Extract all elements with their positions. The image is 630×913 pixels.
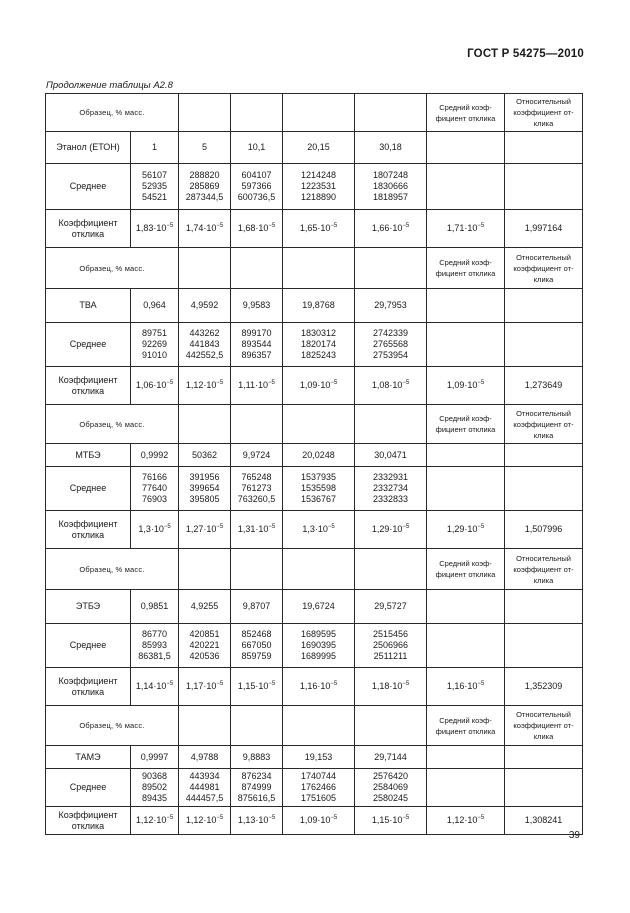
concentration-row bbox=[46, 590, 583, 624]
measurement-value: 89435 bbox=[141, 793, 168, 803]
empty-cell bbox=[355, 94, 427, 132]
measurement-cell bbox=[131, 164, 179, 210]
measurement-value: 899170 bbox=[241, 328, 272, 338]
avg-coef-value: $1,12\cdot 10^{-5}$ bbox=[427, 807, 505, 835]
measurement-value: 1535598 bbox=[300, 483, 337, 493]
concentration-cell: 9,9583 bbox=[231, 289, 283, 323]
coef-cell: $1,66\cdot 10^{-5}$ bbox=[355, 210, 427, 248]
concentration-cell: 0,9851 bbox=[131, 590, 179, 624]
coef-cell: $1,83\cdot 10^{-5}$ bbox=[131, 210, 179, 248]
measurement-value: 444981 bbox=[189, 782, 220, 792]
measurement-cell bbox=[231, 624, 283, 668]
measurement-value: 1807248 bbox=[372, 170, 409, 180]
measurement-value: 600736,5 bbox=[237, 192, 276, 202]
concentration-cell: 5 bbox=[179, 132, 231, 164]
rel-coef-header: Относительный коэффициент от-клика bbox=[505, 94, 583, 132]
sample-label: Образец, % масс. bbox=[46, 549, 179, 590]
measurement-value: 2576420 bbox=[372, 771, 409, 781]
measurement-value: 76166 bbox=[141, 472, 168, 482]
coef-cell: $1,68\cdot 10^{-5}$ bbox=[231, 210, 283, 248]
measurement-value: 86770 bbox=[141, 629, 168, 639]
mean-label: Среднее bbox=[46, 467, 131, 511]
coefficient-row bbox=[46, 668, 583, 706]
measurement-value: 89751 bbox=[141, 328, 168, 338]
coefficient-row bbox=[46, 807, 583, 835]
empty-cell bbox=[283, 549, 355, 590]
measurement-value: 597366 bbox=[241, 181, 272, 191]
measurement-value: 1762466 bbox=[300, 782, 337, 792]
measurement-cell bbox=[355, 323, 427, 367]
avg-coef-value: $1,09\cdot 10^{-5}$ bbox=[427, 367, 505, 405]
avg-coef-header: Средний коэф-фициент отклика bbox=[427, 94, 505, 132]
concentration-cell: 30,18 bbox=[355, 132, 427, 164]
measurement-value: 1218890 bbox=[300, 192, 337, 202]
coef-cell: $1,08\cdot 10^{-5}$ bbox=[355, 367, 427, 405]
measurement-value: 92269 bbox=[141, 339, 168, 349]
measurement-cell bbox=[179, 164, 231, 210]
measurement-value: 1214248 bbox=[300, 170, 337, 180]
measurement-value: 763260,5 bbox=[237, 494, 276, 504]
concentration-cell: 20,15 bbox=[283, 132, 355, 164]
measurement-value: 89502 bbox=[141, 782, 168, 792]
coef-cell: $1,65\cdot 10^{-5}$ bbox=[283, 210, 355, 248]
concentration-cell: 4,9255 bbox=[179, 590, 231, 624]
coef-cell: $1,29\cdot 10^{-5}$ bbox=[355, 511, 427, 549]
measurement-value: 1818957 bbox=[372, 192, 409, 202]
mean-label: Среднее bbox=[46, 769, 131, 807]
coef-cell: $1,11\cdot 10^{-5}$ bbox=[231, 367, 283, 405]
measurement-row bbox=[46, 323, 583, 367]
measurement-value: 76903 bbox=[141, 494, 168, 504]
empty-cell bbox=[283, 94, 355, 132]
rel-coef-header: Относительный коэффициент от-клика bbox=[505, 405, 583, 444]
coefficient-row bbox=[46, 367, 583, 405]
section-header-row bbox=[46, 549, 583, 590]
empty-cell bbox=[179, 706, 231, 746]
page-number: 39 bbox=[568, 830, 580, 841]
section-header-row bbox=[46, 405, 583, 444]
coef-cell: $1,27\cdot 10^{-5}$ bbox=[179, 511, 231, 549]
concentration-cell: 0,964 bbox=[131, 289, 179, 323]
empty-cell bbox=[231, 248, 283, 289]
coef-label: Коэффициент отклика bbox=[46, 367, 131, 405]
empty-cell bbox=[505, 624, 583, 668]
measurement-value: 285869 bbox=[189, 181, 220, 191]
empty-cell bbox=[505, 289, 583, 323]
measurement-value: 420536 bbox=[189, 651, 220, 661]
measurement-value: 391956 bbox=[189, 472, 220, 482]
empty-cell bbox=[231, 549, 283, 590]
empty-cell bbox=[505, 746, 583, 769]
concentration-cell: 4,9788 bbox=[179, 746, 231, 769]
measurement-row bbox=[46, 624, 583, 668]
concentration-row bbox=[46, 132, 583, 164]
empty-cell bbox=[505, 444, 583, 467]
measurement-value: 441843 bbox=[189, 339, 220, 349]
avg-coef-value: $1,29\cdot 10^{-5}$ bbox=[427, 511, 505, 549]
measurement-cell bbox=[355, 164, 427, 210]
measurement-value: 1536767 bbox=[300, 494, 337, 504]
coef-cell: $1,15\cdot 10^{-5}$ bbox=[231, 668, 283, 706]
empty-cell bbox=[427, 769, 505, 807]
measurement-cell bbox=[231, 323, 283, 367]
empty-cell bbox=[231, 94, 283, 132]
avg-coef-value: $1,16\cdot 10^{-5}$ bbox=[427, 668, 505, 706]
sample-label: Образец, % масс. bbox=[46, 706, 179, 746]
measurement-cell bbox=[231, 467, 283, 511]
empty-cell bbox=[179, 248, 231, 289]
mean-label: Среднее bbox=[46, 164, 131, 210]
concentration-cell: 29,5727 bbox=[355, 590, 427, 624]
empty-cell bbox=[427, 624, 505, 668]
empty-cell bbox=[427, 590, 505, 624]
coef-cell: $1,15\cdot 10^{-5}$ bbox=[355, 807, 427, 835]
measurement-value: 896357 bbox=[241, 350, 272, 360]
compound-name: ТАМЭ bbox=[46, 746, 131, 769]
empty-cell bbox=[355, 706, 427, 746]
coef-cell: $1,17\cdot 10^{-5}$ bbox=[179, 668, 231, 706]
avg-coef-header: Средний коэф-фициент отклика bbox=[427, 549, 505, 590]
measurement-cell bbox=[355, 769, 427, 807]
rel-coef-header: Относительный коэффициент от-клика bbox=[505, 248, 583, 289]
concentration-cell: 9,8883 bbox=[231, 746, 283, 769]
concentration-cell: 19,6724 bbox=[283, 590, 355, 624]
measurement-value: 420851 bbox=[189, 629, 220, 639]
concentration-row bbox=[46, 289, 583, 323]
measurement-value: 1830312 bbox=[300, 328, 337, 338]
empty-cell bbox=[283, 405, 355, 444]
empty-cell bbox=[505, 323, 583, 367]
coef-cell: $1,74\cdot 10^{-5}$ bbox=[179, 210, 231, 248]
coefficient-row bbox=[46, 511, 583, 549]
measurement-value: 443262 bbox=[189, 328, 220, 338]
section-header-row bbox=[46, 706, 583, 746]
coef-cell: $1,12\cdot 10^{-5}$ bbox=[179, 367, 231, 405]
coef-cell: $1,13\cdot 10^{-5}$ bbox=[231, 807, 283, 835]
rel-coef-value: 1,507996 bbox=[505, 511, 583, 549]
mean-label: Среднее bbox=[46, 624, 131, 668]
empty-cell bbox=[355, 405, 427, 444]
measurement-value: 876234 bbox=[241, 771, 272, 781]
measurement-value: 2332931 bbox=[372, 472, 409, 482]
empty-cell bbox=[427, 132, 505, 164]
measurement-cell bbox=[231, 164, 283, 210]
empty-cell bbox=[427, 746, 505, 769]
rel-coef-header: Относительный коэффициент от-клика bbox=[505, 706, 583, 746]
concentration-cell: 19,153 bbox=[283, 746, 355, 769]
measurement-row bbox=[46, 769, 583, 807]
concentration-cell: 0,9992 bbox=[131, 444, 179, 467]
measurement-value: 420221 bbox=[189, 640, 220, 650]
concentration-cell: 9,8707 bbox=[231, 590, 283, 624]
coef-cell: $1,09\cdot 10^{-5}$ bbox=[283, 367, 355, 405]
coef-cell: $1,3\cdot 10^{-5}$ bbox=[131, 511, 179, 549]
measurement-value: 1825243 bbox=[300, 350, 337, 360]
section-header-row bbox=[46, 248, 583, 289]
measurement-value: 2515456 bbox=[372, 629, 409, 639]
coef-cell: $1,3\cdot 10^{-5}$ bbox=[283, 511, 355, 549]
coef-label: Коэффициент отклика bbox=[46, 668, 131, 706]
response-coefficient-table bbox=[45, 93, 583, 835]
measurement-value: 52935 bbox=[141, 181, 168, 191]
measurement-cell bbox=[179, 624, 231, 668]
measurement-value: 91010 bbox=[141, 350, 168, 360]
coef-cell: $1,18\cdot 10^{-5}$ bbox=[355, 668, 427, 706]
coef-cell: $1,31\cdot 10^{-5}$ bbox=[231, 511, 283, 549]
measurement-value: 443934 bbox=[189, 771, 220, 781]
measurement-value: 56107 bbox=[141, 170, 168, 180]
measurement-value: 1740744 bbox=[300, 771, 337, 781]
rel-coef-header: Относительный коэффициент от-клика bbox=[505, 549, 583, 590]
measurement-value: 1689995 bbox=[300, 651, 337, 661]
concentration-cell: 10,1 bbox=[231, 132, 283, 164]
rel-coef-value: 1,997164 bbox=[505, 210, 583, 248]
measurement-value: 2332734 bbox=[372, 483, 409, 493]
empty-cell bbox=[231, 405, 283, 444]
measurement-value: 2584069 bbox=[372, 782, 409, 792]
empty-cell bbox=[505, 164, 583, 210]
measurement-value: 399654 bbox=[189, 483, 220, 493]
empty-cell bbox=[427, 467, 505, 511]
concentration-cell: 9,9724 bbox=[231, 444, 283, 467]
measurement-value: 893544 bbox=[241, 339, 272, 349]
measurement-value: 875616,5 bbox=[237, 793, 276, 803]
measurement-cell bbox=[355, 467, 427, 511]
empty-cell bbox=[505, 467, 583, 511]
empty-cell bbox=[505, 590, 583, 624]
measurement-cell bbox=[179, 467, 231, 511]
document-code: ГОСТ Р 54275—2010 bbox=[467, 48, 584, 60]
measurement-cell bbox=[131, 467, 179, 511]
coef-cell: $1,16\cdot 10^{-5}$ bbox=[283, 668, 355, 706]
measurement-value: 1690395 bbox=[300, 640, 337, 650]
empty-cell bbox=[283, 248, 355, 289]
measurement-value: 667050 bbox=[241, 640, 272, 650]
measurement-value: 287344,5 bbox=[185, 192, 224, 202]
coef-cell: $1,14\cdot 10^{-5}$ bbox=[131, 668, 179, 706]
measurement-cell bbox=[131, 624, 179, 668]
compound-name: МТБЭ bbox=[46, 444, 131, 467]
avg-coef-value: $1,71\cdot 10^{-5}$ bbox=[427, 210, 505, 248]
empty-cell bbox=[283, 706, 355, 746]
concentration-cell: 50362 bbox=[179, 444, 231, 467]
measurement-value: 1223531 bbox=[300, 181, 337, 191]
measurement-cell bbox=[283, 624, 355, 668]
measurement-cell bbox=[179, 769, 231, 807]
measurement-value: 90368 bbox=[141, 771, 168, 781]
measurement-value: 2511211 bbox=[373, 651, 408, 661]
concentration-row bbox=[46, 444, 583, 467]
concentration-cell: 20,0248 bbox=[283, 444, 355, 467]
coefficient-row bbox=[46, 210, 583, 248]
concentration-row bbox=[46, 746, 583, 769]
measurement-row bbox=[46, 467, 583, 511]
measurement-value: 442552,5 bbox=[185, 350, 224, 360]
coef-label: Коэффициент отклика bbox=[46, 511, 131, 549]
measurement-value: 1689595 bbox=[300, 629, 337, 639]
concentration-cell: 29,7144 bbox=[355, 746, 427, 769]
measurement-value: 1830666 bbox=[372, 181, 409, 191]
measurement-value: 1820174 bbox=[300, 339, 337, 349]
measurement-value: 761273 bbox=[241, 483, 272, 493]
measurement-cell bbox=[283, 769, 355, 807]
coef-cell: $1,12\cdot 10^{-5}$ bbox=[131, 807, 179, 835]
coef-cell: $1,06\cdot 10^{-5}$ bbox=[131, 367, 179, 405]
measurement-value: 874999 bbox=[241, 782, 272, 792]
sample-label: Образец, % масс. bbox=[46, 405, 179, 444]
concentration-cell: 4,9592 bbox=[179, 289, 231, 323]
empty-cell bbox=[179, 94, 231, 132]
empty-cell bbox=[427, 323, 505, 367]
table-caption: Продолжение таблицы А2.8 bbox=[46, 80, 173, 91]
measurement-cell bbox=[283, 323, 355, 367]
measurement-value: 859759 bbox=[241, 651, 272, 661]
measurement-value: 852468 bbox=[241, 629, 272, 639]
rel-coef-value: 1,308241 bbox=[505, 807, 583, 835]
measurement-value: 444457,5 bbox=[185, 793, 224, 803]
measurement-value: 2765568 bbox=[372, 339, 409, 349]
empty-cell bbox=[179, 405, 231, 444]
empty-cell bbox=[355, 549, 427, 590]
measurement-value: 765248 bbox=[241, 472, 272, 482]
empty-cell bbox=[427, 289, 505, 323]
concentration-cell: 0,9997 bbox=[131, 746, 179, 769]
measurement-value: 1537935 bbox=[300, 472, 337, 482]
measurement-value: 2753954 bbox=[372, 350, 409, 360]
measurement-cell bbox=[231, 769, 283, 807]
sample-label: Образец, % масс. bbox=[46, 94, 179, 132]
empty-cell bbox=[231, 706, 283, 746]
measurement-value: 604107 bbox=[241, 170, 272, 180]
measurement-cell bbox=[283, 164, 355, 210]
measurement-cell bbox=[131, 769, 179, 807]
measurement-value: 2332833 bbox=[372, 494, 409, 504]
coef-cell: $1,09\cdot 10^{-5}$ bbox=[283, 807, 355, 835]
empty-cell bbox=[427, 444, 505, 467]
measurement-value: 288820 bbox=[189, 170, 220, 180]
empty-cell bbox=[427, 164, 505, 210]
empty-cell bbox=[505, 132, 583, 164]
avg-coef-header: Средний коэф-фициент отклика bbox=[427, 405, 505, 444]
sample-label: Образец, % масс. bbox=[46, 248, 179, 289]
measurement-value: 2742339 bbox=[372, 328, 409, 338]
measurement-cell bbox=[283, 467, 355, 511]
empty-cell bbox=[505, 769, 583, 807]
measurement-cell bbox=[179, 323, 231, 367]
rel-coef-value: 1,352309 bbox=[505, 668, 583, 706]
coef-label: Коэффициент отклика bbox=[46, 210, 131, 248]
compound-name: ТВА bbox=[46, 289, 131, 323]
measurement-value: 54521 bbox=[141, 192, 168, 202]
concentration-cell: 1 bbox=[131, 132, 179, 164]
measurement-cell bbox=[355, 624, 427, 668]
concentration-cell: 29,7953 bbox=[355, 289, 427, 323]
measurement-value: 86381,5 bbox=[138, 651, 171, 661]
measurement-value: 395805 bbox=[189, 494, 220, 504]
measurement-cell bbox=[131, 323, 179, 367]
concentration-cell: 19,8768 bbox=[283, 289, 355, 323]
measurement-value: 2506966 bbox=[372, 640, 409, 650]
avg-coef-header: Средний коэф-фициент отклика bbox=[427, 248, 505, 289]
coef-label: Коэффициент отклика bbox=[46, 807, 131, 835]
empty-cell bbox=[179, 549, 231, 590]
concentration-cell: 30,0471 bbox=[355, 444, 427, 467]
compound-name: ЭТБЭ bbox=[46, 590, 131, 624]
measurement-value: 85993 bbox=[141, 640, 168, 650]
compound-name: Этанол (ЕТОН) bbox=[46, 132, 131, 164]
coef-cell: $1,12\cdot 10^{-5}$ bbox=[179, 807, 231, 835]
avg-coef-header: Средний коэф-фициент отклика bbox=[427, 706, 505, 746]
measurement-value: 1751605 bbox=[300, 793, 337, 803]
rel-coef-value: 1,273649 bbox=[505, 367, 583, 405]
mean-label: Среднее bbox=[46, 323, 131, 367]
measurement-value: 2580245 bbox=[372, 793, 409, 803]
empty-cell bbox=[355, 248, 427, 289]
section-header-row bbox=[46, 94, 583, 132]
measurement-value: 77640 bbox=[141, 483, 168, 493]
measurement-row bbox=[46, 164, 583, 210]
